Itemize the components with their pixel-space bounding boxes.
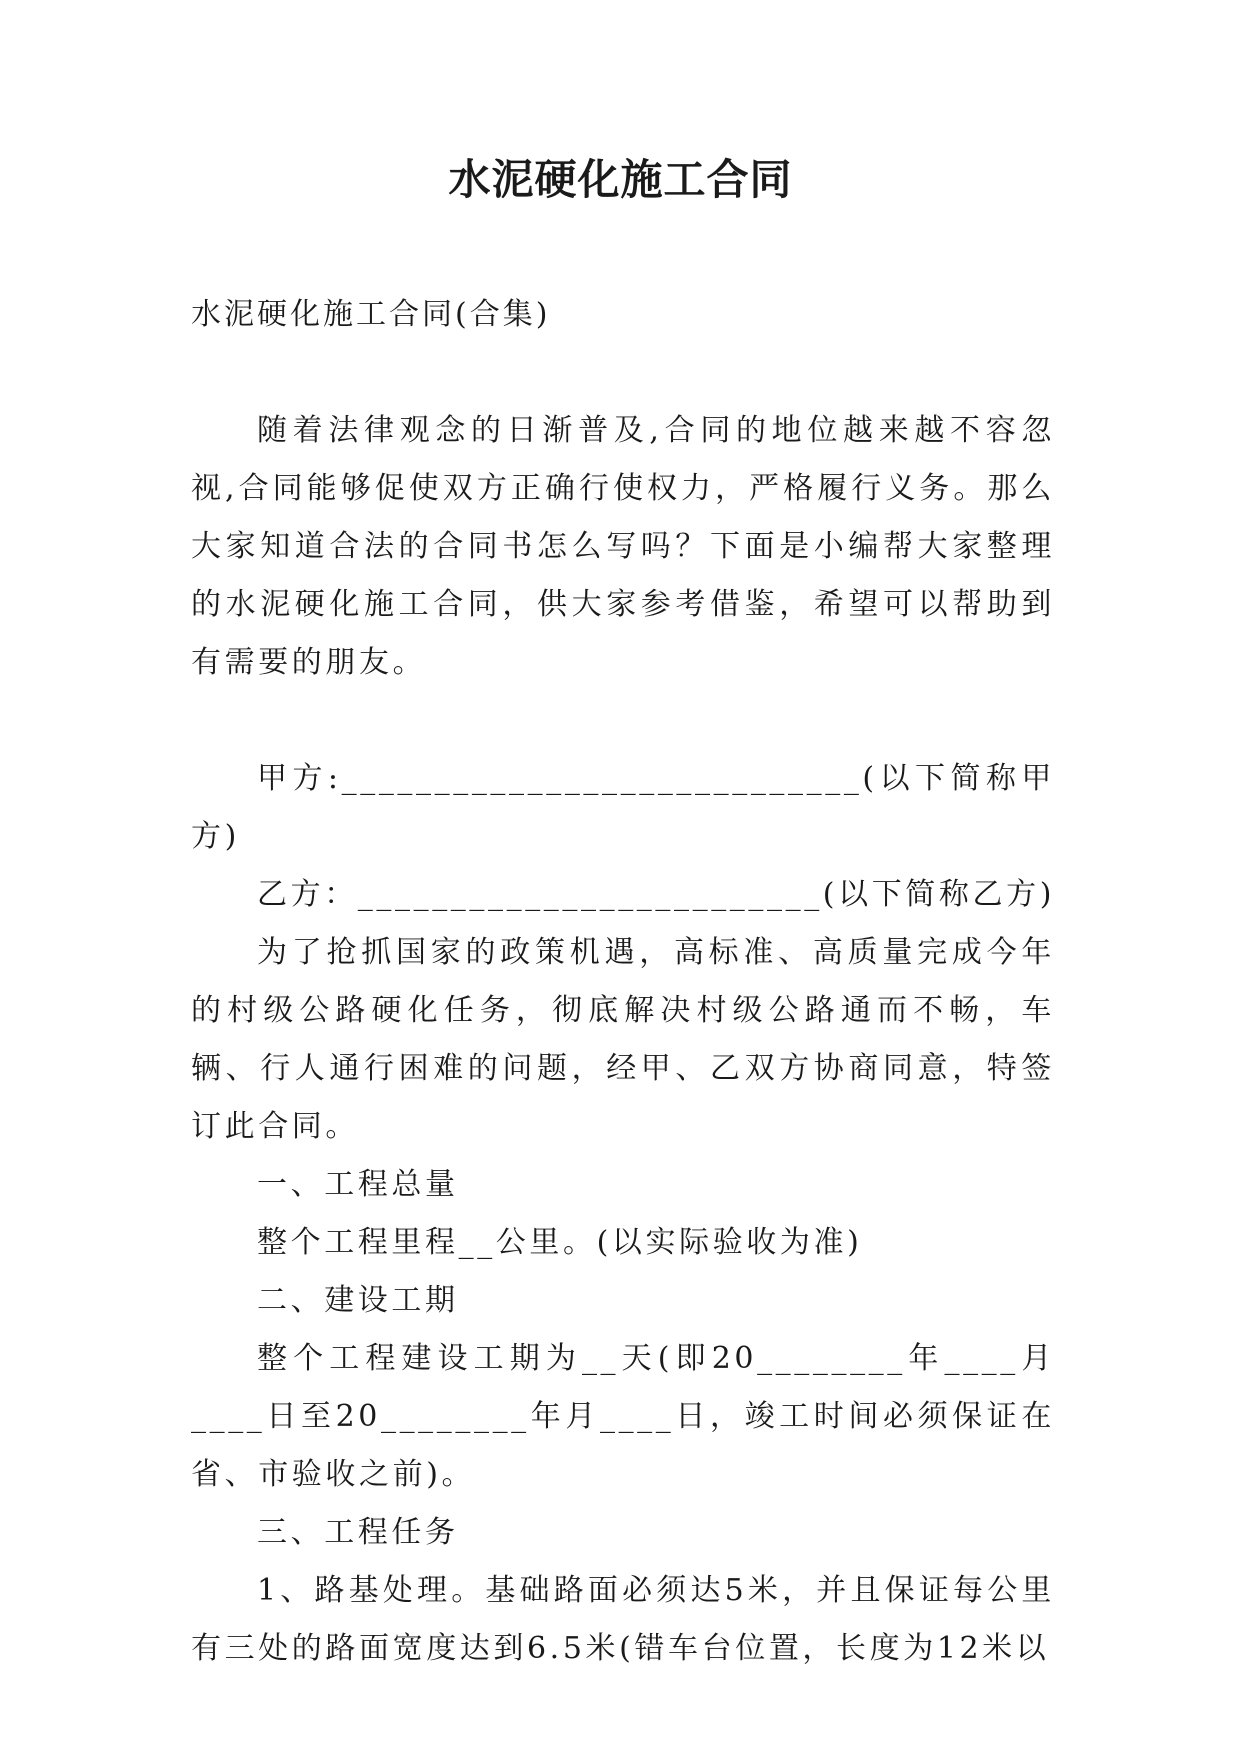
document-subtitle: 水泥硬化施工合同(合集) [191, 297, 551, 332]
party-b-line: 乙方：_________________________(以下简称乙方) [257, 877, 1056, 912]
section-3-heading: 三、工程任务 [257, 1515, 459, 1550]
intro-block [191, 402, 1055, 692]
section-3-item-1: 1、路基处理。基础路面必须达5米，并且保证每公里有三处的路面宽度达到6.5米(错车台位置，长度为12米以 [191, 1573, 1055, 1666]
section-1-heading: 一、工程总量 [257, 1167, 459, 1202]
contract-body [191, 750, 1055, 1678]
party-a-line: 甲方:____________________________(以下简称甲方) [191, 761, 1055, 854]
section-2-heading: 二、建设工期 [257, 1283, 459, 1318]
intro-paragraph: 随着法律观念的日渐普及,合同的地位越来越不容忽视,合同能够促使双方正确行使权力，严格履行义务。那么大家知道合法的合同书怎么写吗？下面是小编帮大家整理的水泥硬化施工合同，供大家参考借鉴，希望可以帮助到有需要的朋友。 [191, 413, 1055, 680]
section-2-text: 整个工程建设工期为__天(即20________年____月____日至20________年月____日，竣工时间必须保证在省、市验收之前)。 [191, 1341, 1055, 1492]
section-1-text: 整个工程里程__公里。(以实际验收为准) [257, 1225, 863, 1260]
purpose-paragraph: 为了抢抓国家的政策机遇，高标准、高质量完成今年的村级公路硬化任务，彻底解决村级公路通而不畅，车辆、行人通行困难的问题，经甲、乙双方协商同意，特签订此合同。 [191, 935, 1055, 1144]
document-title: 水泥硬化施工合同 [448, 155, 793, 204]
